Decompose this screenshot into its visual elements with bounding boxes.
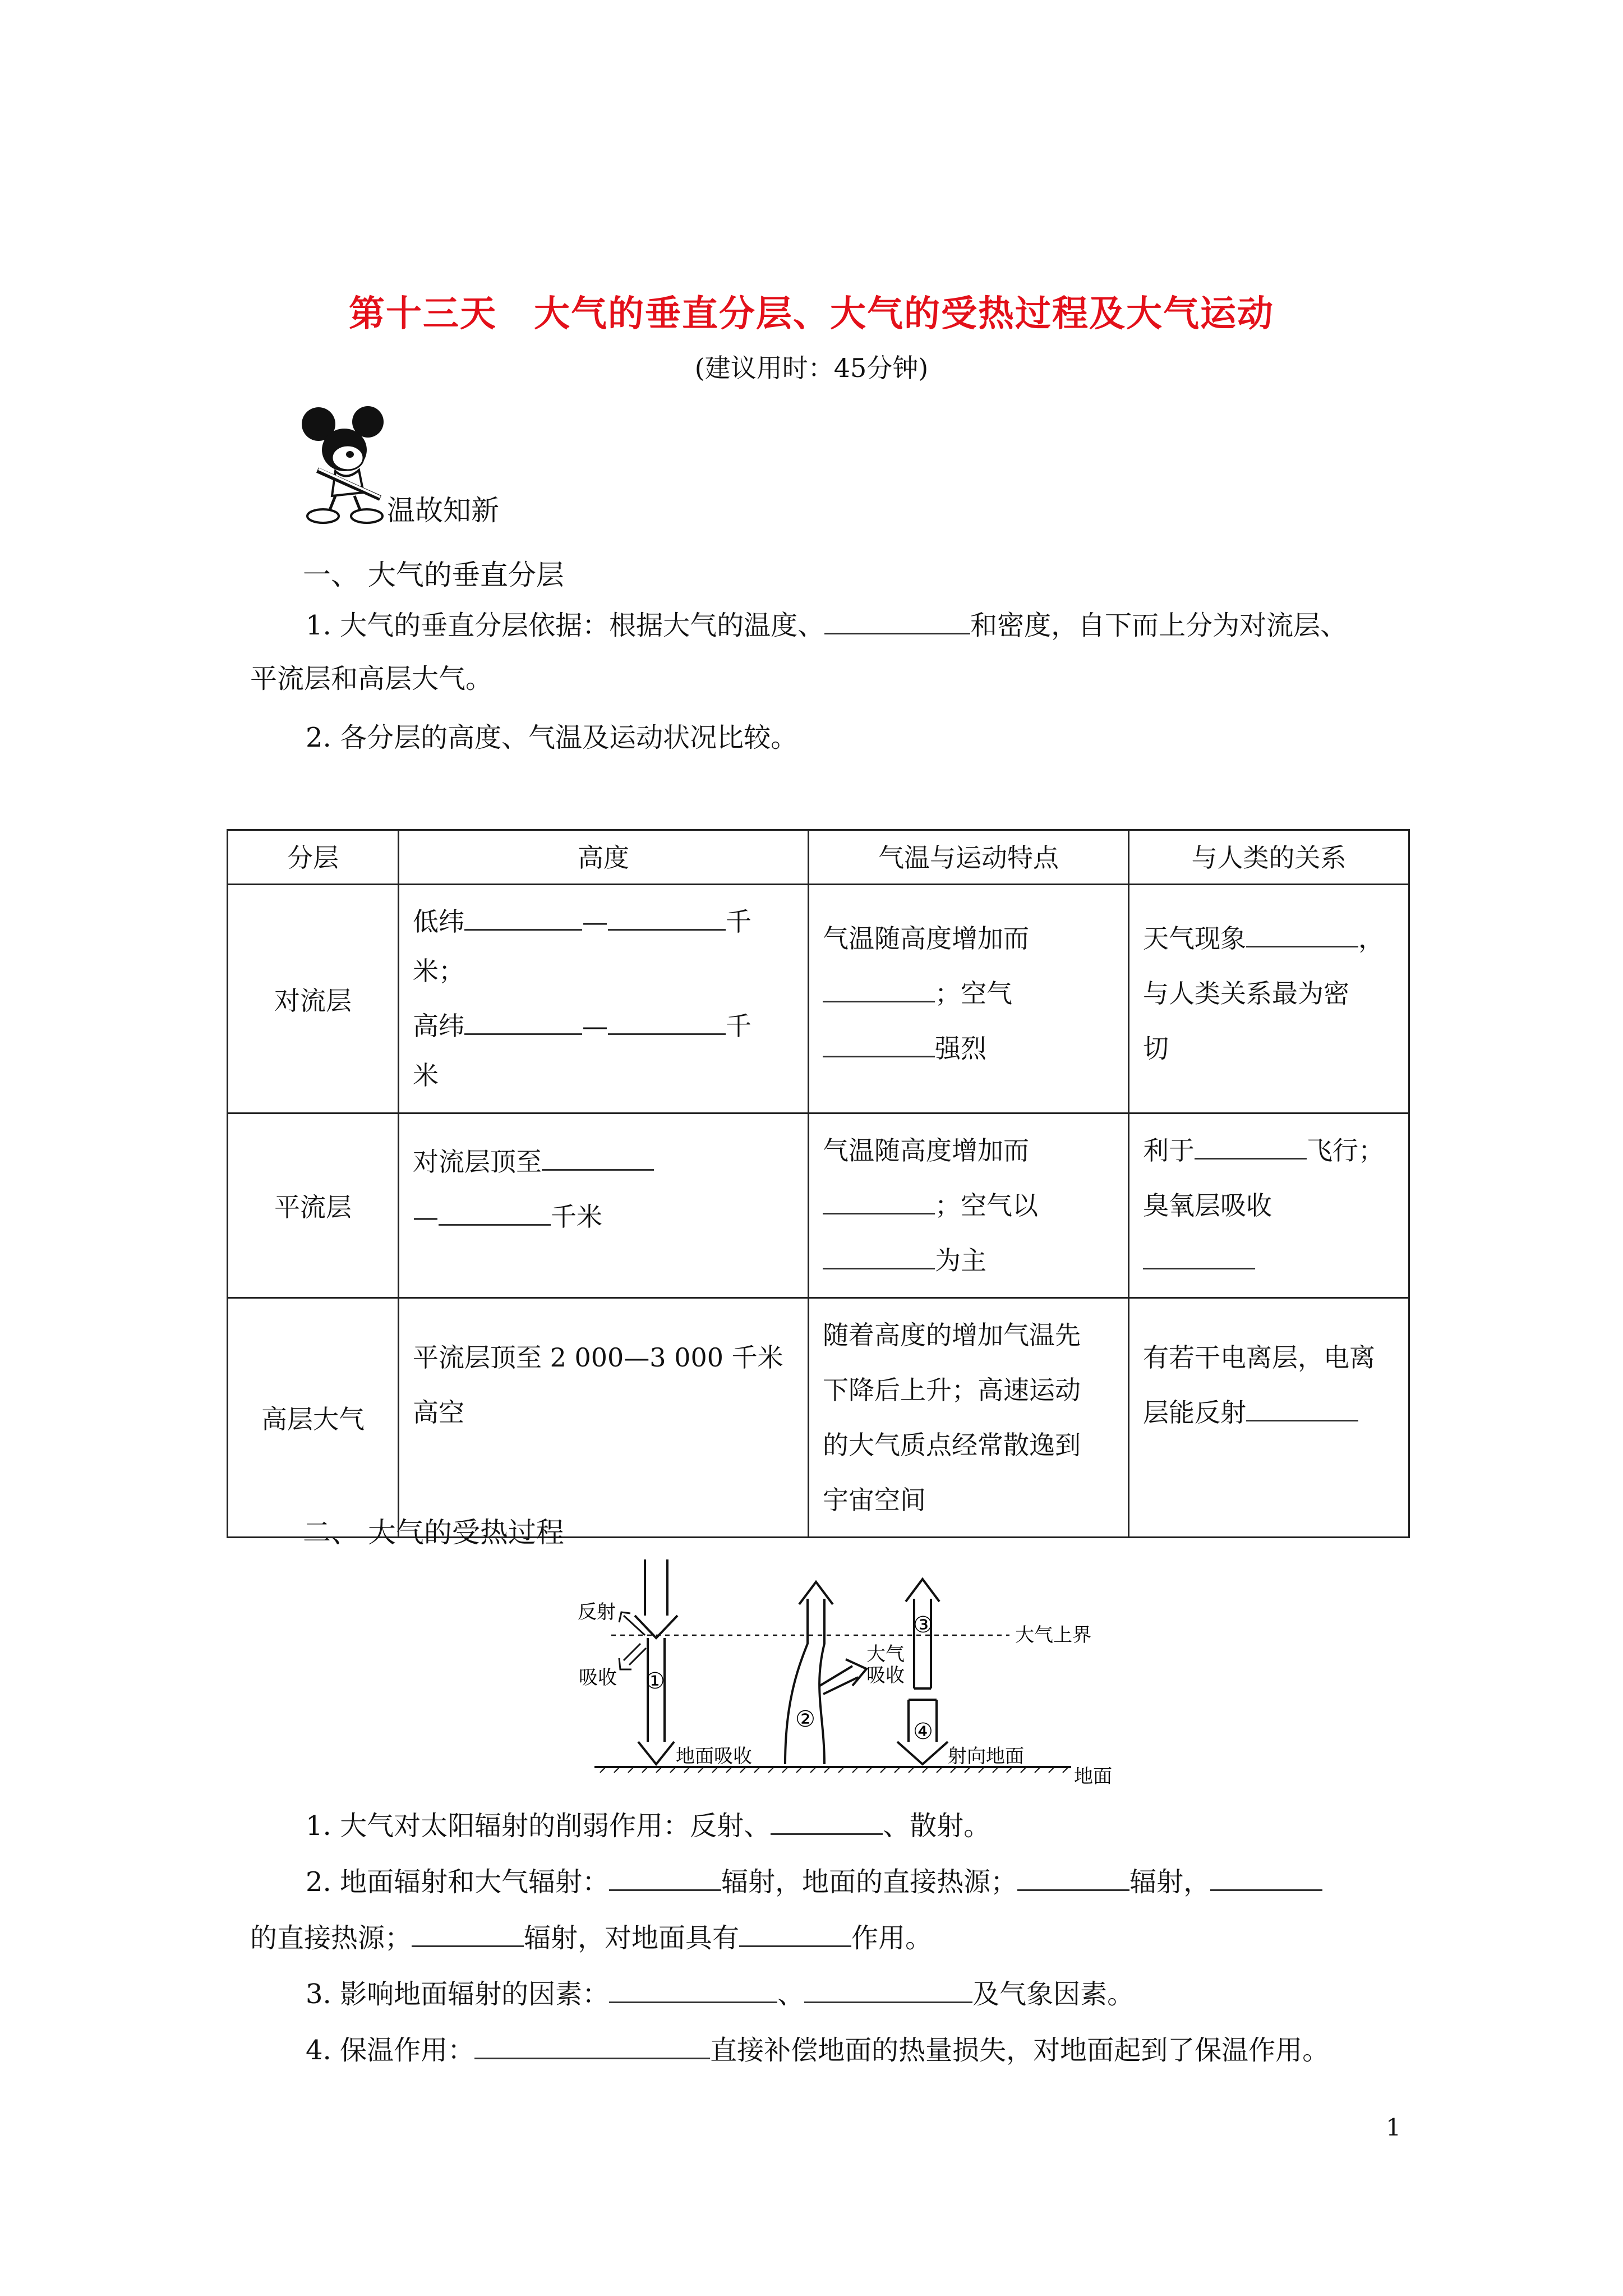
temp-cell: 随着高度的增加气温先 下降后上升；高速运动 的大气质点经常散逸到 宇宙空间	[809, 1298, 1129, 1538]
section-badge-label: 温故知新	[387, 494, 499, 527]
suggested-time: (建议用时：45分钟)	[694, 353, 929, 383]
label-reflect: 反射	[578, 1601, 616, 1623]
item1-line2: 平流层和高层大气。	[250, 663, 493, 694]
label-ground: 地面	[1074, 1765, 1112, 1788]
section2-heading: 二、 大气的受热过程	[303, 1516, 564, 1549]
layer-comparison-table	[227, 829, 1410, 1538]
temp-cell: 气温随高度增加而 ；空气 强烈	[809, 885, 1129, 1114]
blank[interactable]	[1195, 1131, 1307, 1159]
blank[interactable]	[1143, 1241, 1255, 1269]
table-row	[228, 1114, 1409, 1298]
label-atm-top: 大气上界	[1015, 1624, 1091, 1646]
label-n1: ①	[645, 1668, 665, 1694]
blank[interactable]	[608, 902, 726, 931]
blank[interactable]	[439, 1197, 551, 1226]
mascot-icon	[296, 403, 391, 526]
label-ground-absorb: 地面吸收	[676, 1745, 752, 1768]
blank[interactable]	[464, 902, 582, 931]
blank[interactable]	[609, 1975, 777, 2003]
layer-name: 平流层	[228, 1114, 399, 1298]
temp-cell: 气温随高度增加而 ；空气以 为主	[809, 1114, 1129, 1298]
absorb-arrow	[624, 1644, 646, 1665]
blank[interactable]	[804, 1975, 972, 2003]
blank[interactable]	[609, 1862, 721, 1891]
table-header: 分层	[228, 830, 399, 885]
human-cell: 利于 飞行； 臭氧层吸收	[1129, 1114, 1409, 1298]
blank[interactable]	[823, 1029, 935, 1057]
blank[interactable]	[1246, 919, 1358, 947]
blank[interactable]	[542, 1142, 654, 1171]
human-cell: 有若干电离层，电离 层能反射	[1129, 1298, 1409, 1538]
page-title: 第十三天 大气的垂直分层、大气的受热过程及大气运动	[349, 293, 1274, 335]
height-cell: 对流层顶至 — 千米	[399, 1114, 809, 1298]
label-absorb: 吸收	[579, 1667, 617, 1689]
blank[interactable]	[412, 1918, 524, 1947]
table-header: 与人类的关系	[1129, 830, 1409, 885]
table-row	[228, 1298, 1409, 1538]
human-cell: 天气现象 ， 与人类关系最为密 切	[1129, 885, 1409, 1114]
label-to-ground: 射向地面	[948, 1745, 1024, 1768]
blank[interactable]	[739, 1918, 851, 1947]
label-atm-absorb-1: 大气	[866, 1643, 905, 1665]
q2-line2: 的直接热源； 辐射，对地面具有 作用。	[250, 1918, 932, 1955]
table-header: 高度	[399, 830, 809, 885]
blank[interactable]	[823, 1241, 935, 1269]
blank[interactable]	[464, 1006, 582, 1035]
table-header: 气温与运动特点	[809, 830, 1129, 885]
layer-name: 对流层	[228, 885, 399, 1114]
section1-heading: 一、 大气的垂直分层	[303, 559, 564, 591]
height-cell: 低纬 — 千 米； 高纬 — 千 米	[399, 885, 809, 1114]
blank[interactable]	[824, 606, 970, 634]
height-cell: 平流层顶至 2 000—3 000 千米 高空	[399, 1298, 809, 1538]
blank[interactable]	[823, 974, 935, 1002]
reflect-arrow	[624, 1616, 645, 1635]
blank[interactable]	[1017, 1862, 1129, 1891]
label-atm-absorb-2: 吸收	[866, 1664, 905, 1687]
heating-process-diagram	[561, 1559, 1144, 1795]
arrow-2	[785, 1599, 824, 1764]
layer-name: 高层大气	[228, 1298, 399, 1538]
blank[interactable]	[608, 1006, 726, 1035]
label-n4: ④	[913, 1719, 933, 1745]
blank[interactable]	[1210, 1862, 1322, 1891]
blank[interactable]	[823, 1186, 935, 1214]
blank[interactable]	[771, 1806, 883, 1835]
label-n2: ②	[795, 1706, 815, 1732]
q4-line: 4. 保温作用： 直接补偿地面的热量损失，对地面起到了保温作用。	[306, 2031, 1329, 2067]
item1-line1: 1. 大气的垂直分层依据：根据大气的温度、 和密度，自下而上分为对流层、	[306, 606, 1347, 642]
q3-line: 3. 影响地面辐射的因素： 、 及气象因素。	[306, 1975, 1134, 2011]
atm-absorb-arrow	[820, 1666, 858, 1694]
blank[interactable]	[474, 2031, 710, 2059]
item2-line: 2. 各分层的高度、气温及运动状况比较。	[306, 722, 798, 753]
q2-line1: 2. 地面辐射和大气辐射： 辐射，地面的直接热源； 辐射，	[306, 1862, 1322, 1899]
page-number: 1	[1386, 2114, 1401, 2141]
solar-incoming-arrow	[645, 1559, 667, 1616]
q1-line: 1. 大气对太阳辐射的削弱作用：反射、 、散射。	[306, 1806, 990, 1843]
blank[interactable]	[1246, 1393, 1358, 1421]
table-header-row	[228, 830, 1409, 885]
label-n3: ③	[913, 1612, 933, 1638]
table-row	[228, 885, 1409, 1114]
